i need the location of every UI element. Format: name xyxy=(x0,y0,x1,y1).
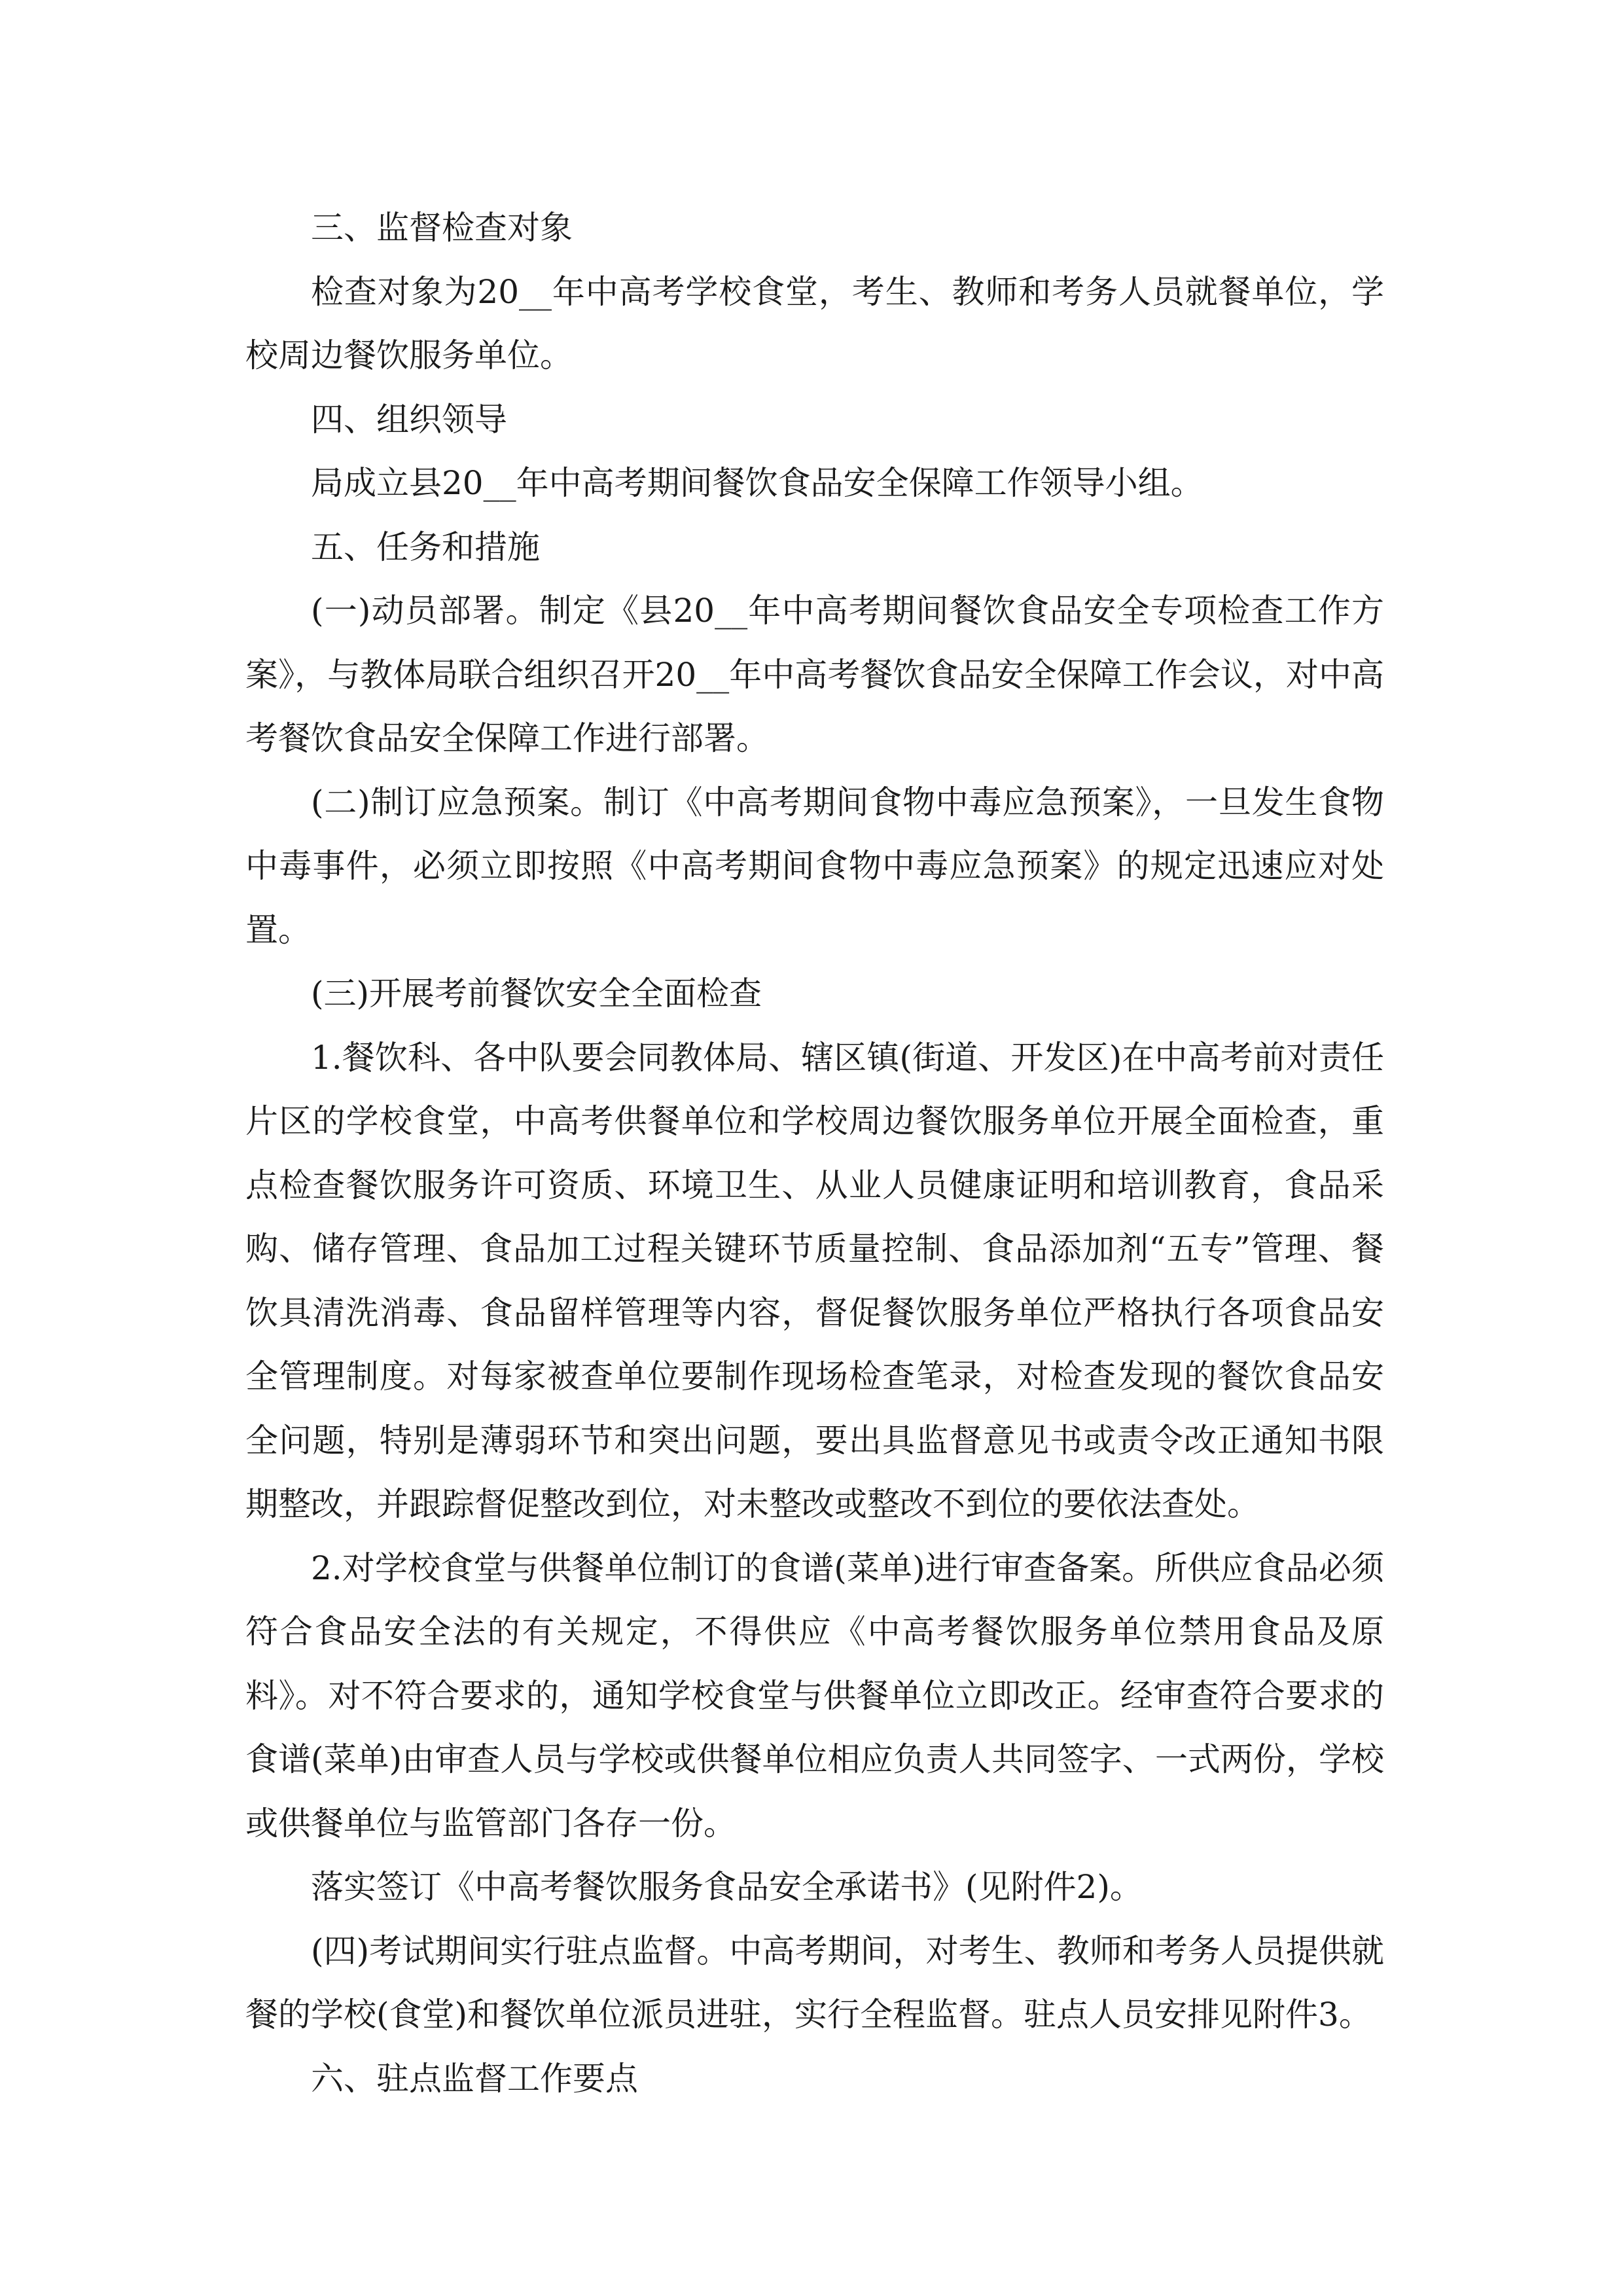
paragraph-item-2: 2.对学校食堂与供餐单位制订的食谱(菜单)进行审查备案。所供应食品必须符合食品安全法的有关规定，不得供应《中高考餐饮服务单位禁用食品及原料》。对不符合要求的，通知学校食堂与供餐单位立即改正。经审查符合要求的食谱(菜单)由审查人员与学校或供餐单位相应负责人共同签字、一式两份，学校或供餐单位与监管部门各存一份。 xyxy=(245,1549,1384,1842)
section-heading-6: 六、驻点监督工作要点 xyxy=(311,2059,638,2098)
paragraph-item-1: 1.餐饮科、各中队要会同教体局、辖区镇(街道、开发区)在中高考前对责任片区的学校食堂，中高考供餐单位和学校周边餐饮服务单位开展全面检查，重点检查餐饮服务许可资质、环境卫生、从业人员健康证明和培训教育，食品采购、储存管理、食品加工过程关键环节质量控制、食品添加剂“五专”管理、餐饮具清洗消毒、食品留样管理等内容，督促餐饮服务单位严格执行各项食品安全管理制度。对每家被查单位要制作现场检查笔录，对检查发现的餐饮食品安全问题，特别是薄弱环节和突出问题，要出具监督意见书或责令改正通知书限期整改，并跟踪督促整改到位，对未整改或整改不到位的要依法查处。 xyxy=(245,1038,1384,1523)
subsection-heading-pre-exam-check: (三)开展考前餐饮安全全面检查 xyxy=(311,975,762,1013)
paragraph-commitment: 落实签订《中高考餐饮服务食品安全承诺书》(见附件2)。 xyxy=(311,1868,1143,1906)
section-heading-4: 四、组织领导 xyxy=(311,400,507,439)
section-heading-3: 三、监督检查对象 xyxy=(311,209,573,247)
paragraph-emergency-plan: (二)制订应急预案。制订《中高考期间食物中毒应急预案》，一旦发生食物中毒事件，必须立即按照《中高考期间食物中毒应急预案》的规定迅速应对处置。 xyxy=(245,783,1384,949)
paragraph-leadership: 局成立县20__年中高考期间餐饮食品安全保障工作领导小组。 xyxy=(311,464,1204,502)
document-body xyxy=(245,196,1384,2111)
section-heading-5: 五、任务和措施 xyxy=(311,528,540,566)
paragraph-mobilization: (一)动员部署。制定《县20__年中高考期间餐饮食品安全专项检查工作方案》，与教体局联合组织召开20__年中高考餐饮食品安全保障工作会议，对中高考餐饮食品安全保障工作进行部署。 xyxy=(245,592,1384,757)
paragraph-on-site-supervision: (四)考试期间实行驻点监督。中高考期间，对考生、教师和考务人员提供就餐的学校(食堂)和餐饮单位派员进驻，实行全程监督。驻点人员安排见附件3。 xyxy=(245,1931,1384,2034)
paragraph-inspection-targets: 检查对象为20__年中高考学校食堂，考生、教师和考务人员就餐单位，学校周边餐饮服务单位。 xyxy=(245,272,1384,374)
